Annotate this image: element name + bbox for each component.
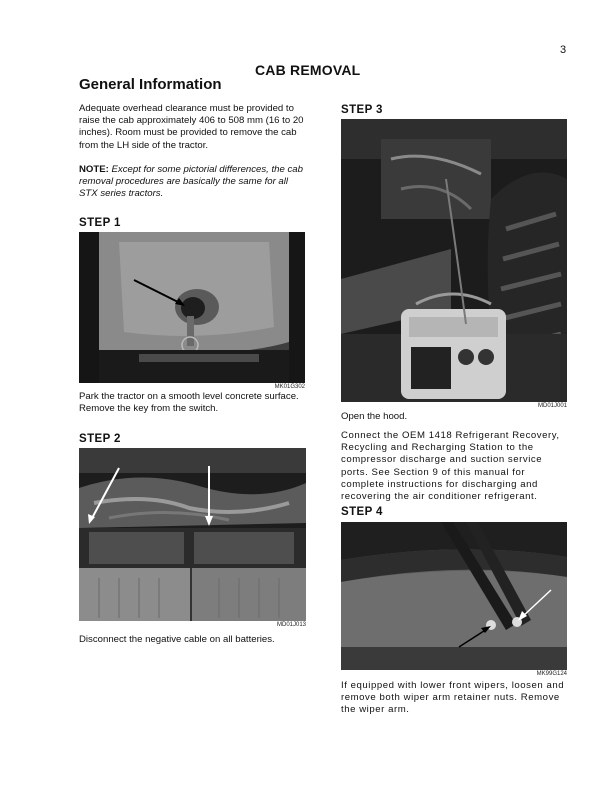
step-2-photo-illustration	[79, 448, 306, 621]
note-paragraph	[79, 164, 307, 201]
page-title: CAB REMOVAL	[255, 62, 361, 78]
step-4-photo-code: MK99G124	[536, 671, 567, 677]
step-1-photo	[79, 232, 305, 383]
step-3-photo	[341, 119, 567, 402]
page-number: 3	[560, 44, 567, 56]
note-label: NOTE:	[79, 164, 109, 175]
step-3-text-2: Connect the OEM 1418 Refrigerant Recovery, Recycling and Recharging Station to the compressor discharge and suction service ports. See Section 9 of this manual for complete instructions for discharging and recovering the air conditioner refrigerant.	[341, 430, 560, 503]
section-heading: General Information	[79, 76, 222, 93]
step-1-photo-illustration	[79, 232, 305, 383]
step-4-photo-illustration	[341, 522, 567, 670]
step-4-photo	[341, 522, 567, 670]
step-2-photo-code: MD01J013	[276, 622, 306, 628]
step-2-photo	[79, 448, 306, 621]
step-3-photo-illustration	[341, 119, 567, 402]
step-3-photo-code: MD01J001	[537, 403, 567, 409]
intro-paragraph: Adequate overhead clearance must be provided to raise the cab approximately 406 to 508 mm (16 to 20 inches). Room must be provided to remove the cab from the LH side of the tractor.	[79, 103, 304, 151]
step-2-text: Disconnect the negative cable on all batteries.	[79, 634, 275, 645]
step-1-text: Park the tractor on a smooth level concrete surface. Remove the key from the switch.	[79, 391, 299, 415]
step-1-photo-code: MK01G302	[274, 384, 305, 390]
note-text: Except for some pictorial differences, the cab removal procedures are basically the same for all STX series tractors.	[79, 164, 303, 200]
step-2-heading: STEP 2	[79, 433, 121, 445]
step-4-heading: STEP 4	[341, 506, 383, 518]
step-4-text: If equipped with lower front wipers, loosen and remove both wiper arm retainer nuts. Remove the wiper arm.	[341, 680, 565, 716]
step-1-heading: STEP 1	[79, 217, 121, 229]
step-3-text: Open the hood.	[341, 411, 408, 422]
step-3-heading: STEP 3	[341, 104, 383, 116]
